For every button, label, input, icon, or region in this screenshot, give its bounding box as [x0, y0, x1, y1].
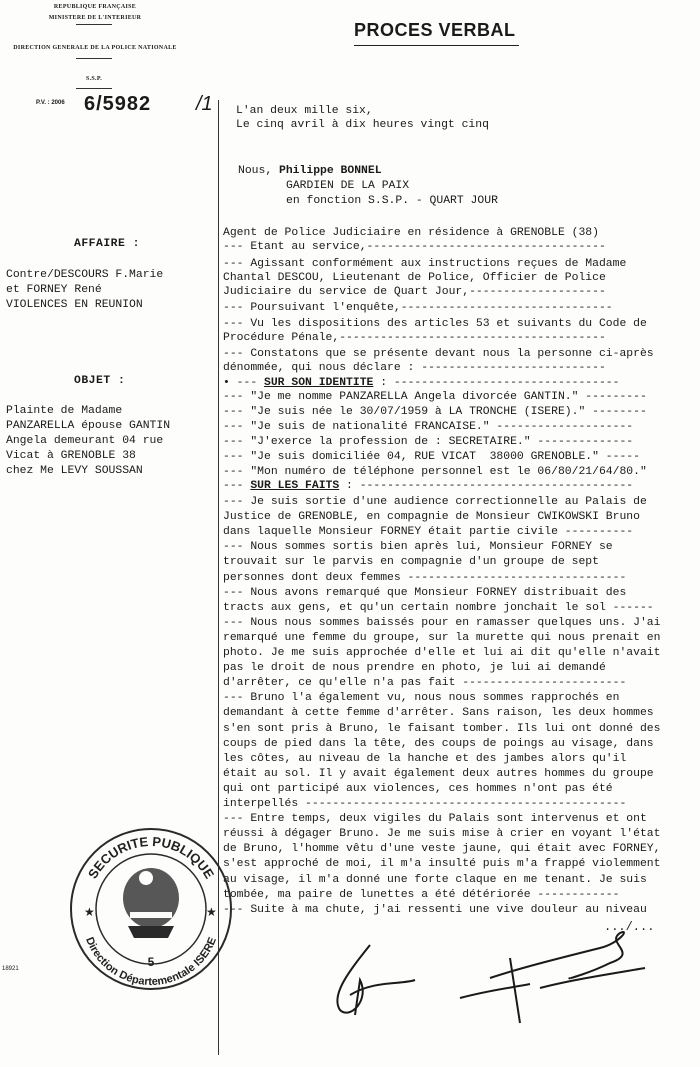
facts-line: pas le droit de nous prendre en photo, je lui ai demandé	[223, 662, 606, 675]
header-divider	[76, 88, 112, 89]
pv-number: 6/5982	[84, 93, 152, 115]
stamp-top-text: SECURITE PUBLIQUE	[84, 833, 218, 882]
body-line: Procédure Pénale,---------------------------------------	[223, 332, 606, 344]
facts-line: coups de pied dans la tête, des coups de poings au visage, dans	[223, 737, 654, 750]
ministry-label: MINISTERE DE L'INTERIEUR	[48, 15, 142, 21]
republic-label: REPUBLIQUE FRANÇAISE	[53, 4, 137, 10]
affaire-line: VIOLENCES EN REUNION	[6, 299, 143, 311]
facts-line: s'est approché de moi, il m'a insulté puis m'a frappé violemment	[223, 858, 661, 871]
facts-line: --- Suite à ma chute, j'ai ressenti une vive douleur au niveau	[223, 903, 647, 916]
title-underline	[354, 45, 519, 46]
facts-line: --- Nous sommes sortis bien après lui, Monsieur FORNEY se	[223, 541, 613, 554]
officer-function: en fonction S.S.P. - QUART JOUR	[286, 195, 498, 207]
identity-heading: SUR SON IDENTITE	[264, 377, 374, 389]
identity-line: --- "Je suis née le 30/07/1959 à LA TRONCHE (ISERE)." --------	[223, 406, 647, 418]
facts-line: s'en sont pris à Bruno, le faisant tomber. Ils lui ont donné des	[223, 722, 661, 735]
body-line: --- Etant au service,-----------------------------------	[223, 241, 606, 253]
continuation-mark: .../...	[604, 920, 655, 934]
identity-heading-line: • --- SUR SON IDENTITE : ---------------------------------	[223, 377, 620, 389]
officer-rank: GARDIEN DE LA PAIX	[286, 180, 410, 192]
facts-line: personnes dont deux femmes --------------------------------	[223, 571, 627, 584]
pv-prefix: P.V. : 2006	[36, 100, 65, 106]
facts-line: dans laquelle Monsieur FORNEY était partie civile ----------	[223, 526, 634, 539]
identity-line: --- "J'exerce la profession de : SECRETAIRE." --------------	[223, 436, 634, 448]
header-divider	[76, 58, 112, 59]
intro-line-1: L'an deux mille six,	[236, 105, 373, 117]
affaire-heading: AFFAIRE :	[74, 238, 141, 250]
facts-line: Justice de GRENOBLE, en compagnie de Monsieur CWIKOWSKI Bruno	[223, 511, 640, 524]
objet-line: Angela demeurant 04 rue	[6, 435, 164, 447]
facts-line: interpellés -----------------------------------------------	[223, 798, 627, 810]
facts-line: d'arrêter, ce qu'elle n'a pas fait ------------------------	[223, 677, 627, 690]
affaire-line: et FORNEY René	[6, 284, 102, 296]
page-title: PROCES VERBAL	[354, 20, 516, 40]
body-line: --- Constatons que se présente devant nous la personne ci-après	[223, 348, 654, 360]
facts-line: --- Nous avons remarqué que Monsieur FORNEY distribuait des	[223, 586, 627, 599]
facts-line: --- Nous nous sommes baissés pour en ramasser quelques uns. J'ai	[223, 616, 661, 629]
facts-line: photo. Je me suis approchée d'elle et lui ai dit qu'elle n'avait	[223, 647, 661, 659]
facts-line: --- Entre temps, deux vigiles du Palais sont intervenus et ont	[223, 813, 647, 826]
signature-complainant	[450, 918, 650, 1028]
service-label: S.S.P.	[85, 76, 103, 82]
facts-line: trouvait sur le parvis en compagnie d'un groupe de sept	[223, 556, 599, 569]
identity-line: --- "Je suis domiciliée 04, RUE VICAT 38000 GRENOBLE." -----	[223, 451, 640, 463]
body-line: --- Agissant conformément aux instructions reçues de Madame	[223, 258, 627, 270]
facts-line: qui ont participé aux violences, ces hommes n'ont pas été	[223, 782, 613, 795]
facts-heading-line: --- SUR LES FAITS : ----------------------------------------	[223, 480, 634, 492]
facts-line: au visage, il m'a donné une forte claque en me tenant. Je suis	[223, 873, 647, 886]
pv-suffix: /1	[196, 93, 213, 115]
identity-line: --- "Je suis de nationalité FRANCAISE." --------------------	[223, 421, 634, 433]
body-line: Judiciaire du service de Quart Jour,--------------------	[223, 286, 606, 298]
facts-line: tombée, ma paire de lunettes a été détériorée ------------	[223, 888, 620, 901]
direction-label: DIRECTION GENERALE DE LA POLICE NATIONALE	[13, 45, 177, 51]
stamp-number: 5	[147, 955, 155, 969]
star-icon: ★	[206, 905, 217, 919]
header-divider	[76, 24, 112, 25]
officer-line: Nous, Philippe BONNEL	[238, 165, 382, 177]
facts-line: les côtes, au niveau de la hanche et des jambes alors qu'il	[223, 752, 627, 765]
star-icon: ★	[84, 905, 95, 919]
affaire-line: Contre/DESCOURS F.Marie	[6, 269, 164, 281]
objet-line: chez Me LEVY SOUSSAN	[6, 465, 143, 477]
facts-line: tracts aux gens, et qu'un certain nombre jonchait le sol ------	[223, 601, 654, 614]
objet-heading: OBJET :	[74, 375, 126, 387]
objet-line: Plainte de Madame	[6, 405, 123, 417]
body-line: --- Poursuivant l'enquête,-------------------------------	[223, 302, 613, 314]
signature-officer	[330, 940, 420, 1020]
official-stamp	[68, 826, 234, 992]
body-line: --- Vu les dispositions des articles 53 et suivants du Code de	[223, 318, 647, 330]
body-line: Agent de Police Judiciaire en résidence à GRENOBLE (38)	[223, 227, 599, 239]
intro-line-2: Le cinq avril à dix heures vingt cinq	[236, 119, 489, 131]
footer-code: 18921	[2, 966, 19, 972]
facts-line: remarqué une femme du groupe, sur la murette qui nous prenait en	[223, 631, 661, 644]
facts-line: demandant à cette femme d'arrêter. Sans raison, les deux hommes	[223, 707, 654, 720]
officer-name: Philippe BONNEL	[279, 165, 382, 177]
body-line: Chantal DESCOU, Lieutenant de Police, Officier de Police	[223, 272, 606, 284]
facts-line: --- Bruno l'a également vu, nous nous sommes rapprochés en	[223, 692, 620, 705]
objet-line: PANZARELLA épouse GANTIN	[6, 420, 171, 432]
body-line: dénommée, qui nous déclare : ---------------------------	[223, 362, 606, 374]
facts-line: était au sol. Il y avait également deux autres hommes du groupe	[223, 767, 654, 780]
identity-line: --- "Je me nomme PANZARELLA Angela divorcée GANTIN." ---------	[223, 391, 647, 403]
identity-line: --- "Mon numéro de téléphone personnel est le 06/80/21/64/80."	[223, 466, 647, 478]
marianne-emblem-icon	[123, 868, 179, 938]
facts-line: --- Je suis sortie d'une audience correctionnelle au Palais de	[223, 496, 647, 508]
facts-heading: SUR LES FAITS	[250, 480, 340, 492]
facts-line: réussi à dégager Bruno. Je me suis mise à crier en voyant l'état	[223, 828, 661, 841]
stamp-bottom-text: Direction Départementale ISERE	[83, 935, 219, 989]
facts-line: de Bruno, l'homme vêtu d'une veste jaune, qui était avec FORNEY,	[223, 843, 661, 856]
objet-line: Vicat à GRENOBLE 38	[6, 450, 136, 462]
